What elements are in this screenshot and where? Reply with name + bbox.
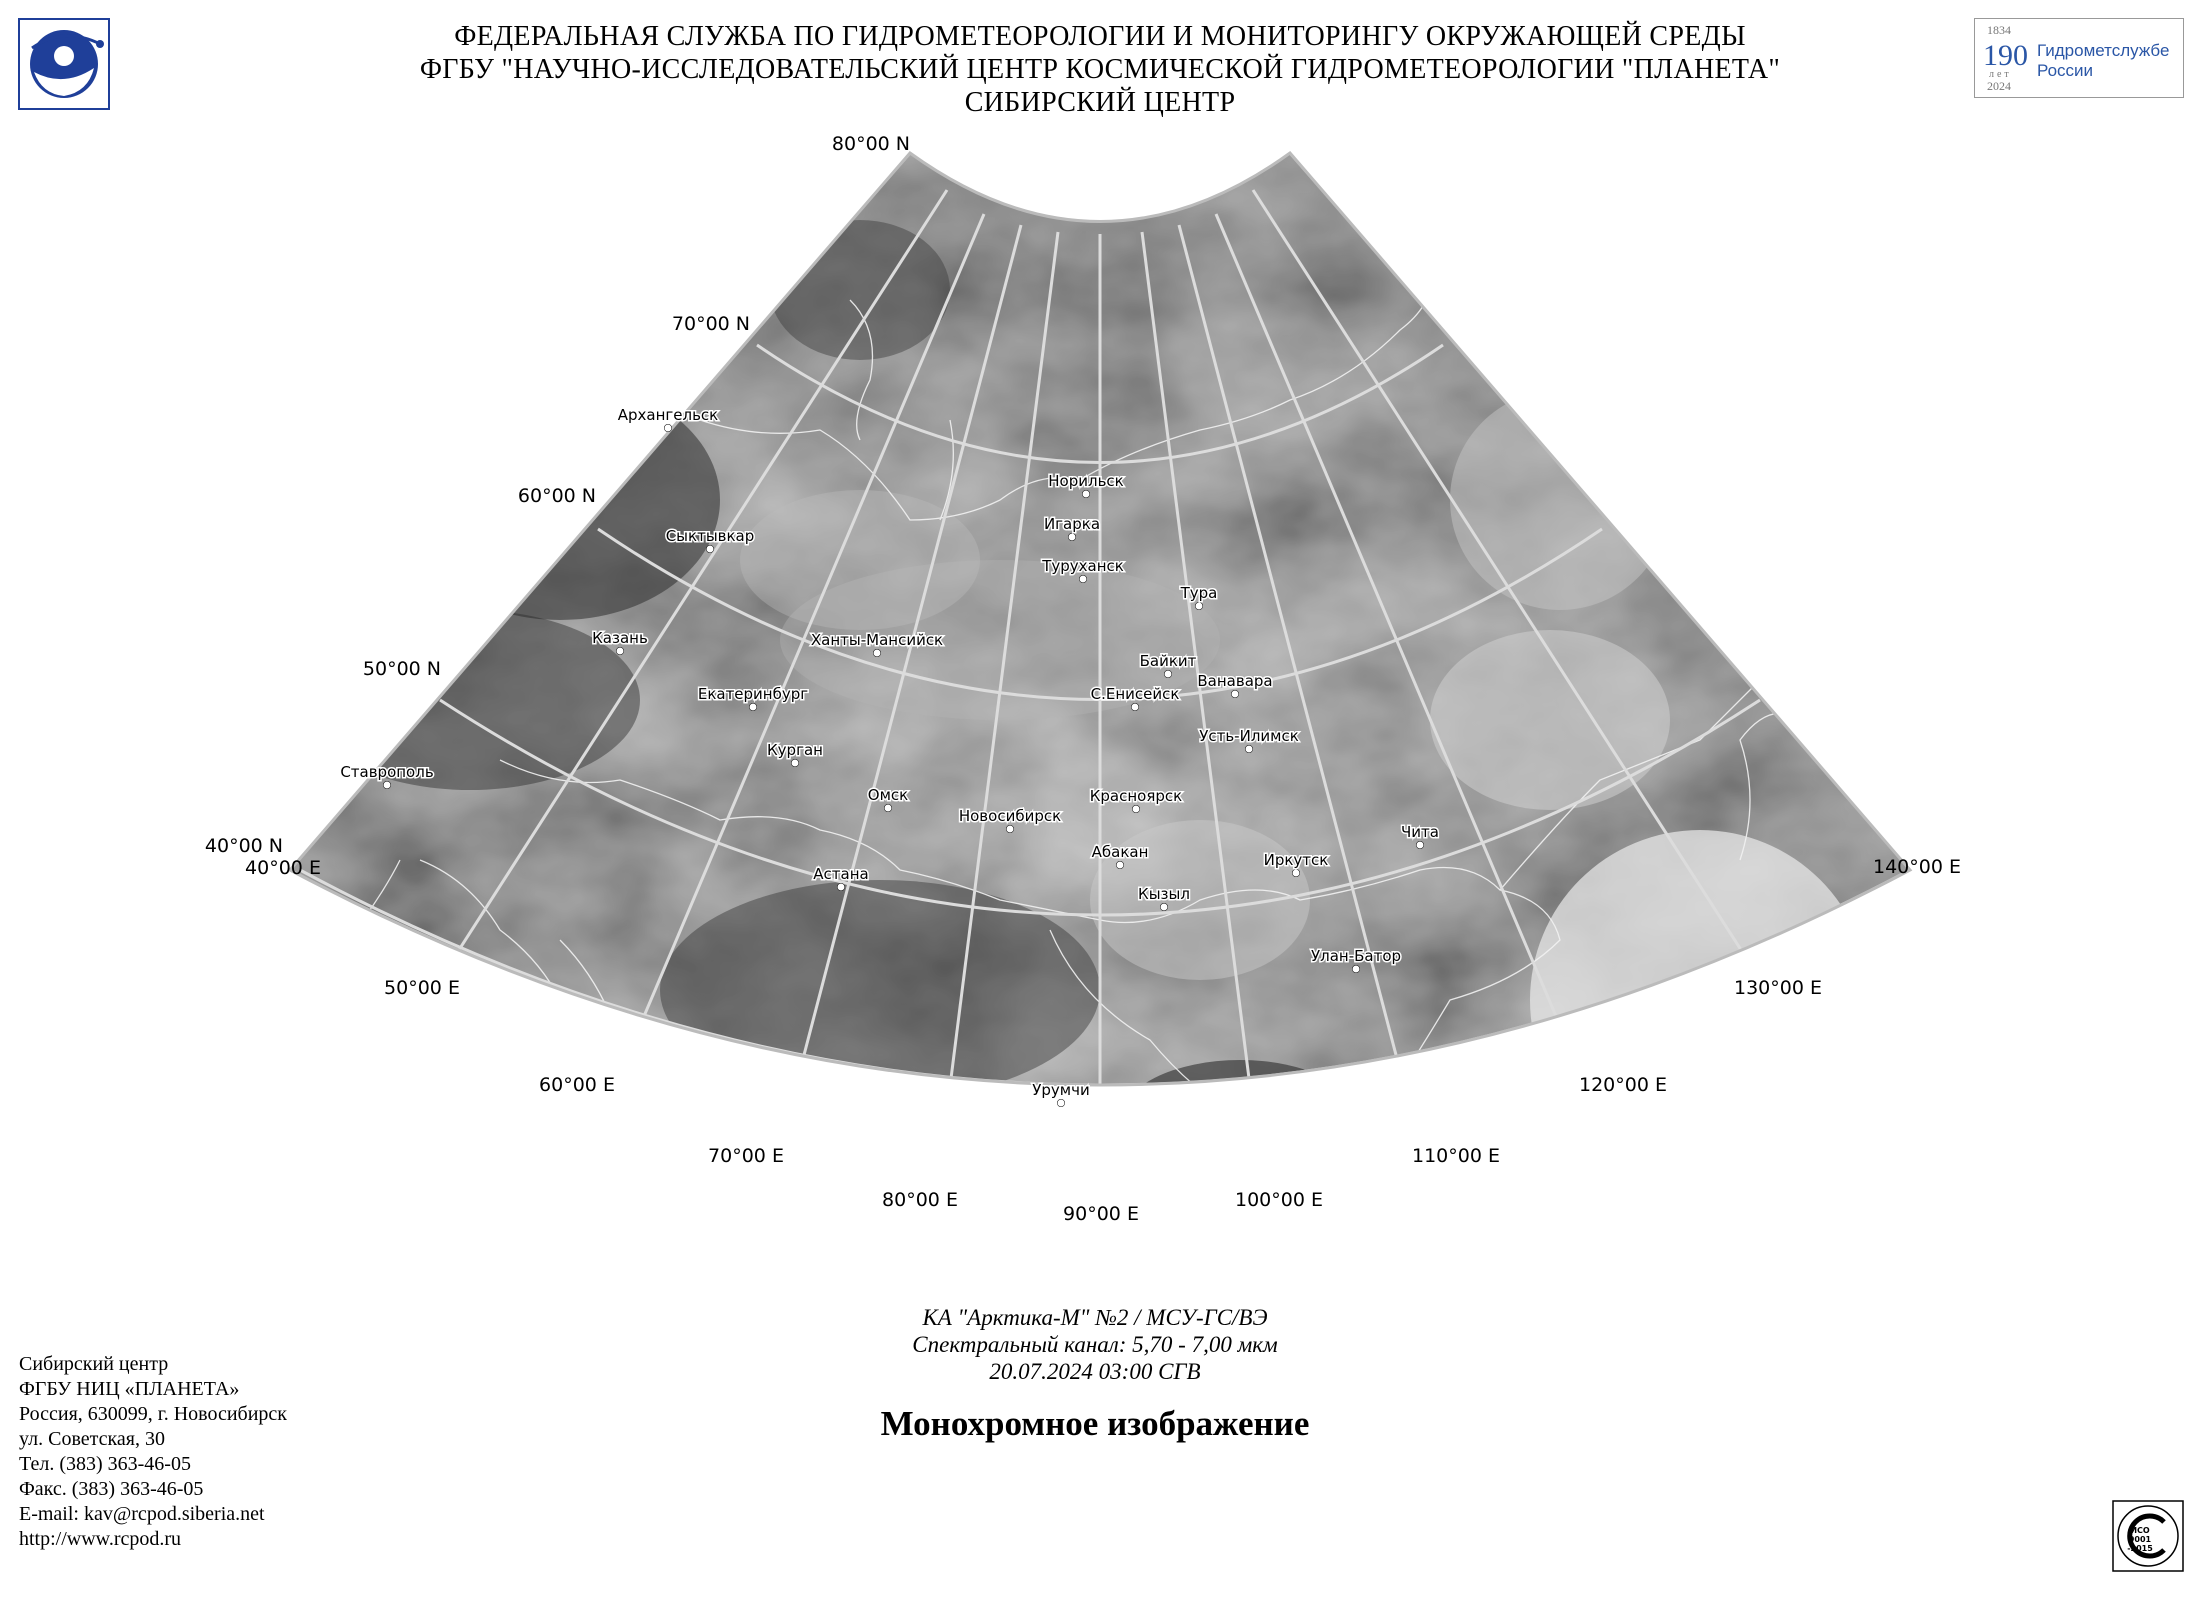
contact-email[interactable]: E-mail: kav@rcpod.siberia.net [19, 1503, 265, 1525]
anniversary-text-line-1: Гидрометслужбе [2037, 41, 2170, 60]
anniversary-year-start: 1834 [1987, 23, 2011, 37]
city-label: Иркутск [1263, 851, 1329, 869]
city-label: Норильск [1048, 472, 1124, 490]
caption-satellite: КА "Арктика-М" №2 / МСУ-ГС/ВЭ [922, 1305, 1268, 1330]
city-label: Игарка [1043, 515, 1101, 533]
city-label: Тура [1180, 584, 1218, 602]
lon-label-120: 120°00 E [1579, 1074, 1667, 1096]
iso-certificate-badge [2112, 1500, 2184, 1572]
contact-line-2: ФГБУ НИЦ «ПЛАНЕТА» [19, 1378, 240, 1400]
lon-label-70: 70°00 E [708, 1145, 784, 1167]
lon-label-90: 90°00 E [1063, 1203, 1139, 1225]
header-line-1: ФЕДЕРАЛЬНАЯ СЛУЖБА ПО ГИДРОМЕТЕОРОЛОГИИ И МОНИТОРИНГУ ОКРУЖАЮЩЕЙ СРЕДЫ [454, 21, 1746, 52]
city-label: Абакан [1091, 843, 1149, 861]
city-label: Байкит [1139, 652, 1197, 670]
header-line-3: СИБИРСКИЙ ЦЕНТР [964, 87, 1236, 118]
contact-line-4: ул. Советская, 30 [19, 1428, 165, 1450]
lon-label-60: 60°00 E [539, 1074, 615, 1096]
iso-line-1: ИСО [2130, 1526, 2150, 1535]
lat-label-80: 80°00 N [831, 133, 910, 155]
header-line-2: ФГБУ "НАУЧНО-ИССЛЕДОВАТЕЛЬСКИЙ ЦЕНТР КОСМИЧЕСКОЙ ГИДРОМЕТЕОРОЛОГИИ "ПЛАНЕТА" [419, 54, 1781, 85]
lat-label-70: 70°00 N [671, 313, 750, 335]
lon-label-40: 40°00 E [245, 857, 321, 879]
lat-label-40: 40°00 N [204, 835, 283, 857]
anniversary-number: 190 [1983, 39, 2028, 72]
city-label: Ханты-Мансийск [810, 631, 944, 649]
image-title: Монохромное изображение [880, 1404, 1310, 1443]
caption-datetime: 20.07.2024 03:00 СГВ [989, 1359, 1201, 1384]
city-label: Чита [1401, 823, 1439, 841]
contact-website[interactable]: http://www.rcpod.ru [19, 1528, 182, 1550]
city-label: Туруханск [1042, 557, 1124, 575]
city-label: Кызыл [1138, 885, 1190, 903]
city-label: Казань [592, 629, 648, 647]
caption-channel: Спектральный канал: 5,70 - 7,00 мкм [912, 1332, 1278, 1357]
city-label: Ставрополь [340, 763, 434, 781]
city-label: Усть-Илимск [1199, 727, 1299, 745]
lon-label-80: 80°00 E [882, 1189, 958, 1211]
city-label: Ванавара [1197, 672, 1273, 690]
iso-line-3: -2015 [2127, 1544, 2153, 1553]
contact-line-3: Россия, 630099, г. Новосибирск [19, 1403, 288, 1425]
contact-phone: Тел. (383) 363-46-05 [19, 1453, 191, 1475]
city-urumqi [1032, 1081, 1089, 1107]
city-label: Екатеринбург [697, 685, 809, 703]
city-label: Сыктывкар [665, 527, 755, 545]
lat-label-60: 60°00 N [517, 485, 596, 507]
city-label: Урумчи [1032, 1081, 1090, 1099]
city-label: Красноярск [1089, 787, 1183, 805]
iso-line-2: 9001 [2128, 1535, 2152, 1544]
city-label: С.Енисейск [1090, 685, 1180, 703]
contact-block [19, 1352, 287, 1552]
lat-label-50: 50°00 N [362, 658, 441, 680]
lon-label-100: 100°00 E [1235, 1189, 1323, 1211]
city-label: Архангельск [617, 406, 719, 424]
city-label: Астана [813, 865, 869, 883]
lon-label-110: 110°00 E [1412, 1145, 1500, 1167]
city-label: Курган [767, 741, 823, 759]
anniversary-year-end: 2024 [1987, 79, 2011, 93]
anniversary-text-line-2: России [2037, 61, 2094, 80]
contact-fax: Факс. (383) 363-46-05 [19, 1478, 204, 1500]
anniversary-years-word: лет [1989, 69, 2012, 80]
lon-label-130: 130°00 E [1734, 977, 1822, 999]
lon-label-50: 50°00 E [384, 977, 460, 999]
lon-label-140: 140°00 E [1873, 856, 1961, 878]
city-label: Улан-Батор [1310, 947, 1402, 965]
contact-line-1: Сибирский центр [19, 1353, 169, 1375]
image-caption [580, 1304, 1610, 1385]
city-label: Омск [867, 786, 909, 804]
city-label: Новосибирск [958, 807, 1062, 825]
